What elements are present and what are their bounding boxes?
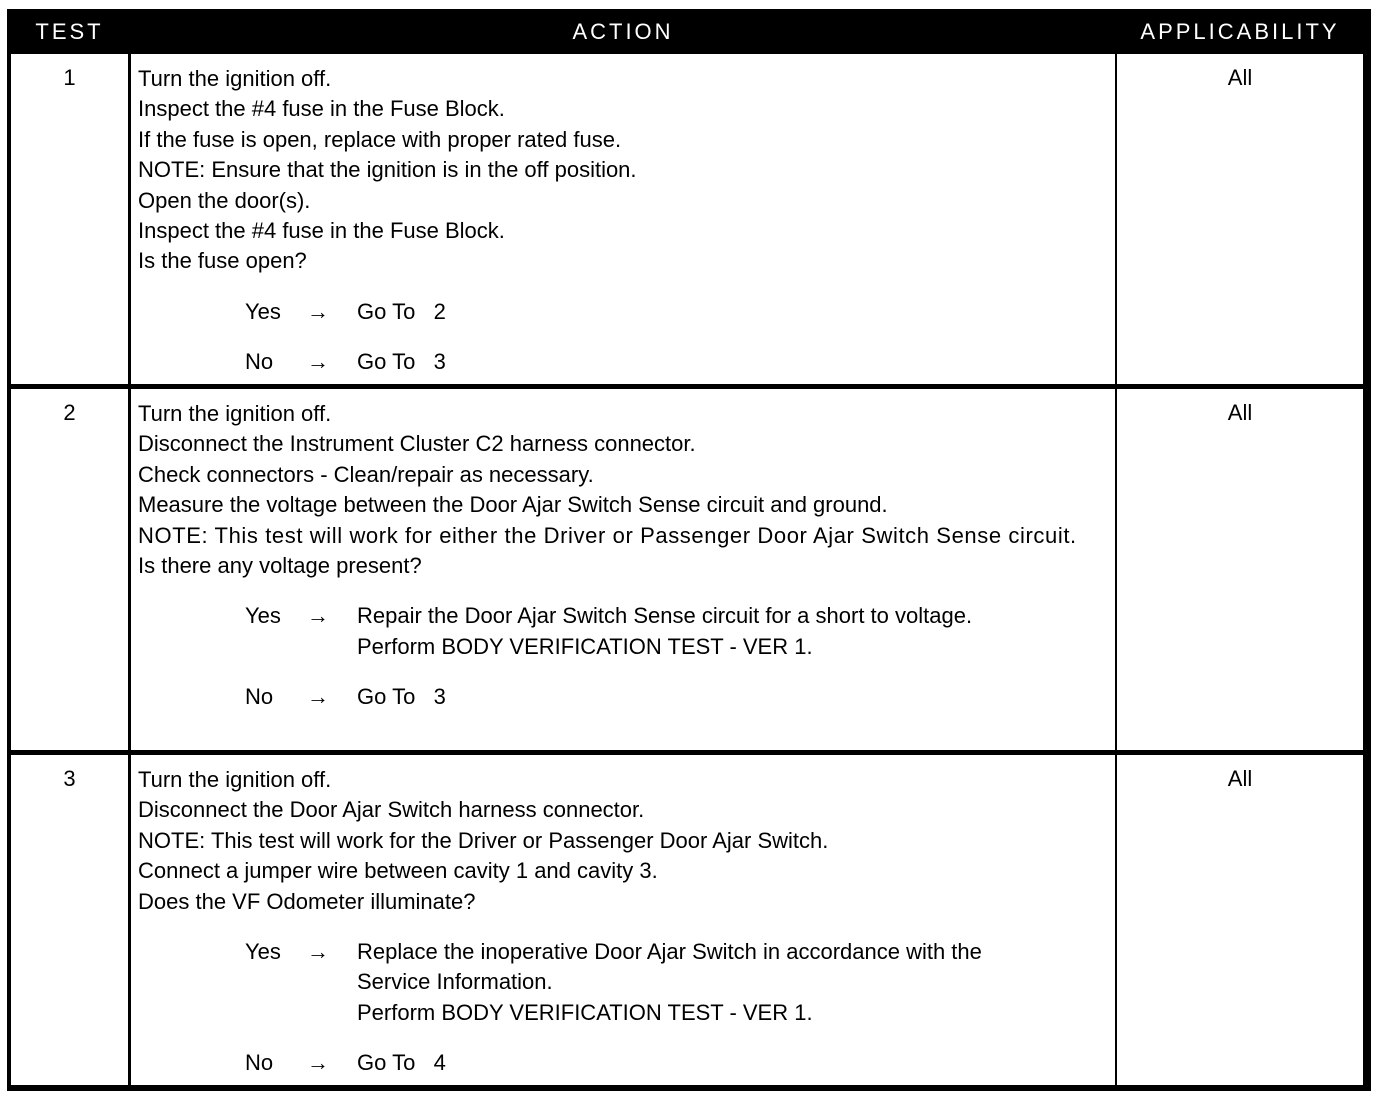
yes-result [357, 937, 1111, 1028]
action-question: Is there any voltage present? [138, 553, 422, 579]
yes-result-line: Perform BODY VERIFICATION TEST - VER 1. [357, 999, 813, 1025]
action-line: Measure the voltage between the Door Ajar Switch Sense circuit and ground. [138, 492, 888, 518]
arrow-right-icon: → [307, 298, 329, 324]
diagnostic-test-table [7, 9, 1371, 1091]
action-line: Check connectors - Clean/repair as necessary. [138, 461, 594, 487]
arrow-right-icon: → [307, 684, 329, 710]
row-2-test-number: 2 [11, 389, 128, 750]
yes-result [357, 297, 1111, 327]
yes-branch [245, 601, 1111, 662]
action-line: Turn the ignition off. [138, 66, 332, 91]
action-question: Does the VF Odometer illuminate? [138, 888, 476, 914]
yes-label: Yes [245, 603, 281, 629]
row-3-applicability: All [1117, 755, 1363, 1085]
action-line: Disconnect the Door Ajar Switch harness connector. [138, 797, 645, 823]
action-line: Turn the ignition off. [138, 767, 332, 792]
arrow-right-icon: → [307, 349, 329, 375]
action-line: Turn the ignition off. [138, 401, 332, 426]
row-1-test-number: 1 [11, 54, 128, 384]
arrow-right-icon: → [307, 603, 329, 629]
no-label: No [245, 1050, 274, 1076]
action-note: NOTE: This test will work for the Driver or Passenger Door Ajar Switch. [138, 827, 829, 853]
header-test: TEST [11, 9, 128, 51]
row-3-test-number: 3 [11, 755, 128, 1085]
header-action: ACTION [131, 9, 1115, 51]
action-line: Connect a jumper wire between cavity 1 and cavity 3. [138, 858, 658, 884]
no-result: Go To 3 [357, 349, 446, 375]
header-applicability: APPLICABILITY [1117, 9, 1363, 51]
no-result: Go To 4 [357, 1050, 446, 1076]
yes-result [357, 601, 1111, 662]
yes-result-line: Perform BODY VERIFICATION TEST - VER 1. [357, 633, 813, 659]
row-2-action [131, 389, 1115, 750]
no-result: Go To 3 [357, 684, 446, 710]
yes-label: Yes [245, 298, 281, 324]
action-note: NOTE: This test will work for either the Driver or Passenger Door Ajar Switch Sense circuit. [138, 522, 1077, 548]
yes-result-line: Go To 2 [357, 298, 446, 324]
yes-branch [245, 937, 1111, 1028]
no-label: No [245, 349, 274, 375]
yes-result-line: Replace the inoperative Door Ajar Switch in accordance with the [357, 939, 982, 965]
action-line: Inspect the #4 fuse in the Fuse Block. [138, 218, 505, 244]
yes-branch [245, 297, 1111, 327]
action-line: Inspect the #4 fuse in the Fuse Block. [138, 96, 505, 122]
action-line: Open the door(s). [138, 187, 311, 213]
arrow-right-icon: → [307, 1050, 329, 1076]
row-1-action [131, 54, 1115, 384]
no-branch [245, 682, 1111, 712]
row-2-applicability: All [1117, 389, 1363, 750]
no-branch [245, 347, 1111, 377]
action-note: NOTE: Ensure that the ignition is in the off position. [138, 157, 637, 183]
action-line: If the fuse is open, replace with proper rated fuse. [138, 126, 622, 152]
yes-label: Yes [245, 939, 281, 965]
no-branch [245, 1048, 1111, 1078]
action-line: Disconnect the Instrument Cluster C2 harness connector. [138, 431, 696, 457]
row-3-action [131, 755, 1115, 1085]
yes-result-line: Repair the Door Ajar Switch Sense circuit for a short to voltage. [357, 603, 973, 629]
no-label: No [245, 684, 274, 710]
arrow-right-icon: → [307, 939, 329, 965]
action-question: Is the fuse open? [138, 248, 307, 274]
row-1-applicability: All [1117, 54, 1363, 384]
yes-result-line: Service Information. [357, 969, 553, 995]
